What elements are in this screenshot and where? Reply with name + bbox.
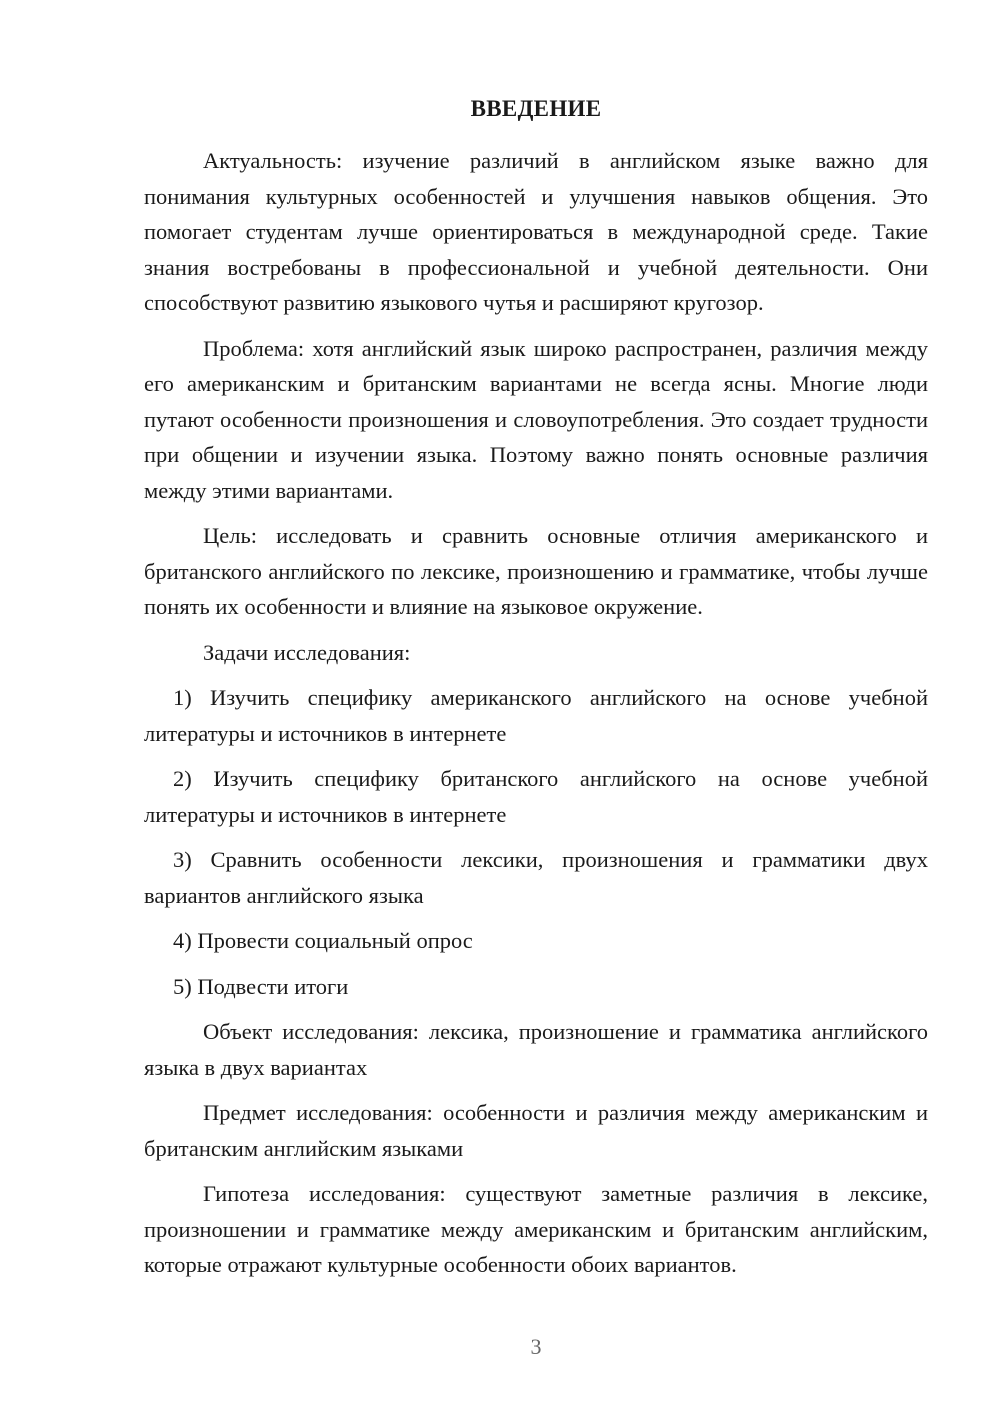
list-item: 3) Сравнить особенности лексики, произношения и грамматики двух вариантов английского языка [144, 847, 928, 908]
list-item: 5) Подвести итоги [173, 973, 349, 999]
document-body [144, 143, 928, 1283]
page-number: 3 [530, 1334, 542, 1359]
list-item: 1) Изучить специфику американского английского на основе учебной литературы и источников в интернете [144, 685, 928, 746]
paragraph-relevance: Актуальность: изучение различий в английском языке важно для понимания культурных особенностей и улучшения навыков общения. Это помогает студентам лучше ориентироваться в международной среде. Такие знания востребованы в профессиональной и учебной деятельности. Они способствуют развитию языкового чутья и расширяют кругозор. [144, 148, 928, 315]
paragraph-subject: Предмет исследования: особенности и различия между американским и британским английским языками [144, 1100, 928, 1161]
list-item: 4) Провести социальный опрос [173, 928, 473, 953]
paragraph-goal: Цель: исследовать и сравнить основные отличия американского и британского английского по лексике, произношению и грамматике, чтобы лучше понять их особенности и влияние на языковое окружение. [144, 523, 928, 619]
page-title: ВВЕДЕНИЕ [470, 96, 602, 121]
list-item: 2) Изучить специфику британского английского на основе учебной литературы и источников в интернете [144, 766, 928, 827]
paragraph-hypothesis: Гипотеза исследования: существуют заметные различия в лексике, произношении и грамматике между американским и британским английским, которые отражают культурные особенности обоих вариантов. [144, 1181, 928, 1277]
tasks-heading: Задачи исследования: [203, 639, 411, 665]
paragraph-object: Объект исследования: лексика, произношение и грамматика английского языка в двух вариантах [144, 1019, 928, 1080]
paragraph-problem: Проблема: хотя английский язык широко распространен, различия между его американским и британским вариантами не всегда ясны. Многие люди путают особенности произношения и словоупотребления. Это создает трудности при общении и изучении языка. Поэтому важно понять основные различия между этими вариантами. [144, 335, 928, 503]
